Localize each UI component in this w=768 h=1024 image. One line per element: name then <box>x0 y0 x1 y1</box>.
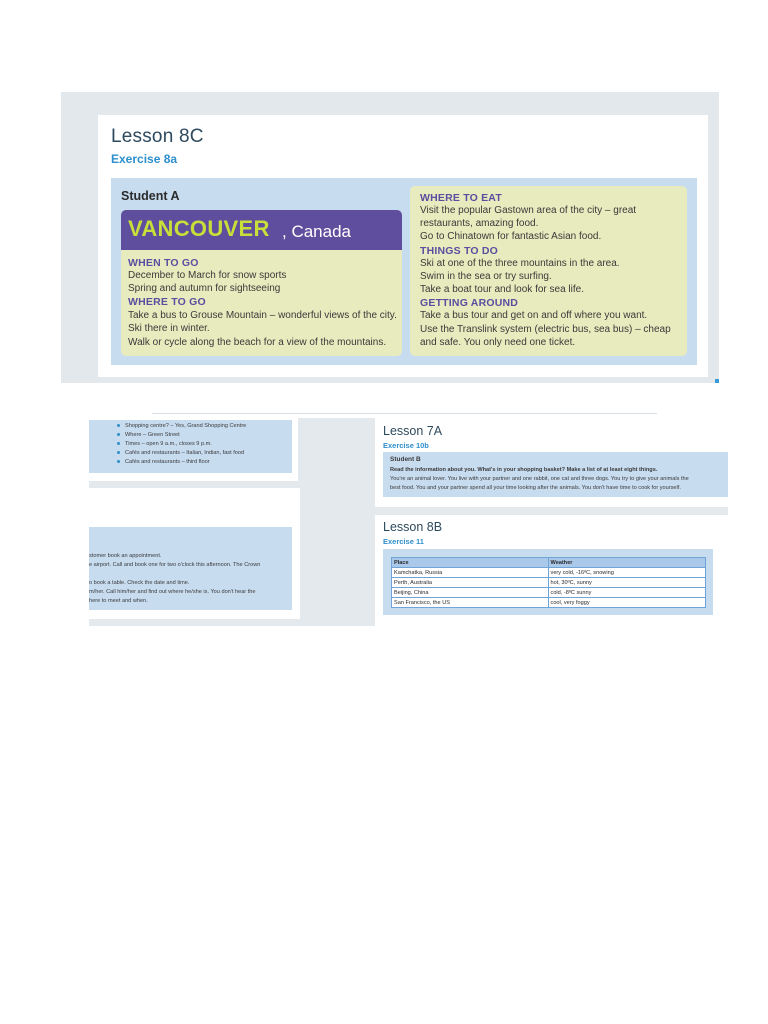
section-heading: GETTING AROUND <box>420 297 519 309</box>
section-line: Spring and autumn for sightseeing <box>128 283 281 294</box>
exercise-label: Exercise 8a <box>111 152 178 166</box>
section-heading: WHEN TO GO <box>128 257 199 269</box>
table-row <box>392 568 706 578</box>
city-info-box-right <box>410 186 687 356</box>
section-line: restaurants, amazing food. <box>420 218 539 229</box>
text-line: m/her. Call him/her and find out where he/she is. You don't hear the <box>89 589 256 595</box>
weather-table <box>391 557 706 608</box>
place-cell: Beijing, China <box>392 588 549 598</box>
place-cell: Kamchatka, Russia <box>392 568 549 578</box>
section-line: Ski at one of the three mountains in the area. <box>420 258 620 269</box>
section-line: Use the Translink system (electric bus, sea bus) – cheap <box>420 324 671 335</box>
country-name: , Canada <box>282 222 351 241</box>
place-cell: San Francisco, the US <box>392 598 549 608</box>
weather-cell: hot, 30ºC, sunny <box>548 578 705 588</box>
text-line: o book a table. Check the date and time. <box>89 580 190 586</box>
list-item: Times – open 9 a.m., closes 9 p.m. <box>117 441 212 447</box>
section-line: December to March for snow sports <box>128 270 287 281</box>
section-line: Go to Chinatown for fantastic Asian food. <box>420 231 602 242</box>
student-label: Student A <box>121 189 180 203</box>
table-row <box>392 588 706 598</box>
lesson-title: Lesson 8B <box>383 520 443 534</box>
section-line: Swim in the sea or try surfing. <box>420 271 552 282</box>
text-line: e airport. Call and book one for two o'clock this afternoon. The Crown <box>89 562 261 568</box>
section-line: Visit the popular Gastown area of the city – great <box>420 205 637 216</box>
section-line: Take a bus tour and get on and off where you want. <box>420 310 648 321</box>
city-name: VANCOUVER <box>128 216 270 241</box>
section-heading: THINGS TO DO <box>420 245 499 257</box>
section-line: Take a boat tour and look for sea life. <box>420 284 584 295</box>
weather-cell: cold, -8ºC sunny <box>548 588 705 598</box>
text-line: stomer book an appointment. <box>89 553 162 559</box>
list-item: Cafés and restaurants – Italian, Indian, fast food <box>117 450 244 456</box>
city-info-box-left <box>121 210 402 356</box>
list-item: Cafés and restaurants – third floor <box>117 459 210 465</box>
section-heading: WHERE TO EAT <box>420 192 502 204</box>
weather-cell: very cold, -16ºC, snowing <box>548 568 705 578</box>
corner-mark <box>715 379 719 383</box>
exercise-label: Exercise 10b <box>383 441 429 450</box>
instruction: Read the information about you. What's in your shopping basket? Make a list of at least eight things. <box>390 467 658 473</box>
column-header-weather: Weather <box>548 558 705 568</box>
column-header-place: Place <box>392 558 549 568</box>
exercise-panel <box>383 452 728 497</box>
student-label: Student B <box>390 456 421 463</box>
table-row <box>392 578 706 588</box>
text-line: You're an animal lover. You live with your partner and one rabbit, one cat and three dogs. You try to give your animals the <box>390 476 689 482</box>
list-item: Shopping centre? – Yes, Grand Shopping Centre <box>117 423 246 429</box>
section-line: Ski there in winter. <box>128 323 210 334</box>
list-item: Where – Green Street <box>117 432 180 438</box>
lesson-title: Lesson 7A <box>383 424 443 438</box>
text-line: best food. You and your partner spend all your time looking after the animals. You don't have time to cook for yourself. <box>390 485 681 491</box>
divider <box>152 413 657 414</box>
section-line: and safe. You only need one ticket. <box>420 337 576 348</box>
lesson-title: Lesson 8C <box>111 126 204 147</box>
city-banner <box>121 210 402 250</box>
shopping-info-panel <box>89 420 292 473</box>
exercise-label: Exercise 11 <box>383 537 424 546</box>
table-row <box>392 598 706 608</box>
weather-cell: cool, very foggy <box>548 598 705 608</box>
place-cell: Perth, Australia <box>392 578 549 588</box>
text-line: here to meet and when. <box>89 598 148 604</box>
section-heading: WHERE TO GO <box>128 296 206 308</box>
roleplay-panel <box>89 527 292 610</box>
table-header-row <box>392 558 706 568</box>
section-line: Walk or cycle along the beach for a view of the mountains. <box>128 337 387 348</box>
section-line: Take a bus to Grouse Mountain – wonderful views of the city. <box>128 310 397 321</box>
